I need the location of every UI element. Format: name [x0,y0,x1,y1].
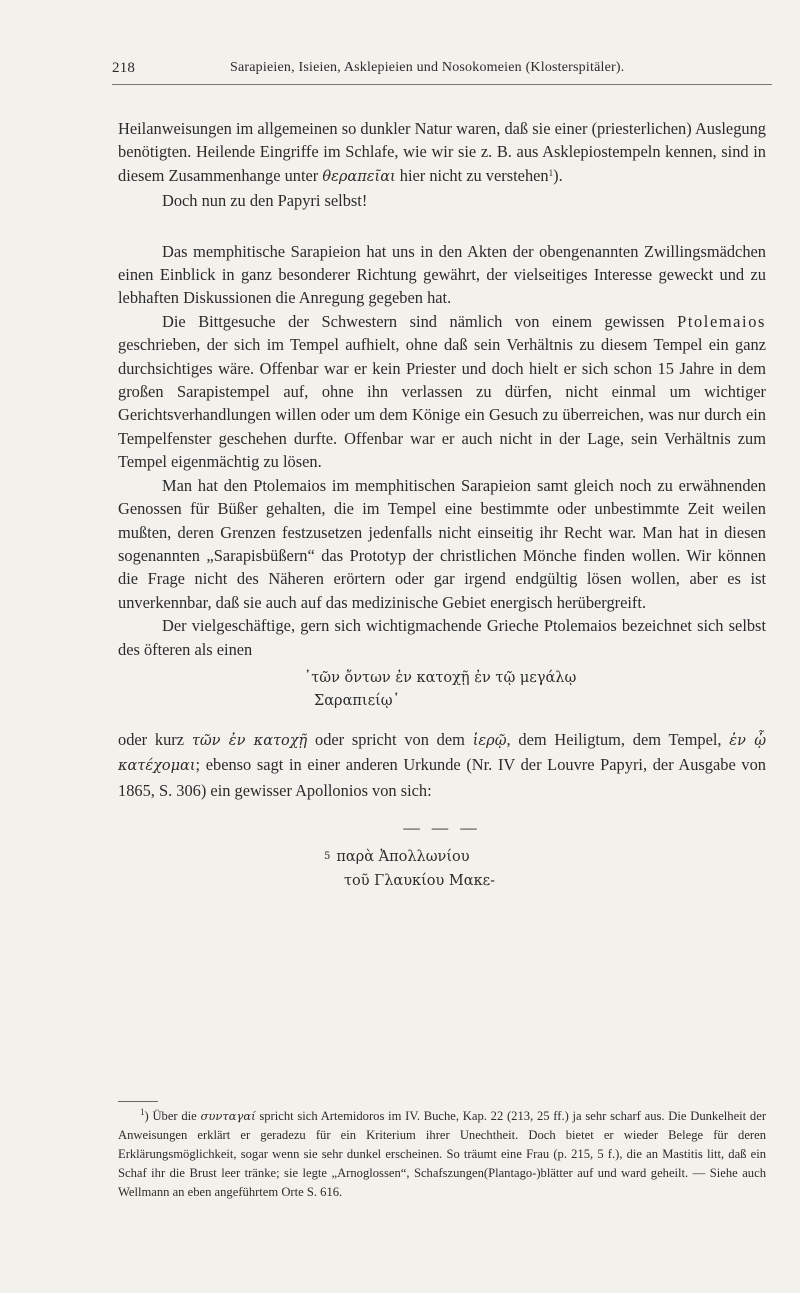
running-head: Sarapieien, Isieien, Asklepieien und Nosokomeien (Klosterspitäler). [230,60,625,75]
greek-term-therapeiai: θεραπεῖαι [322,168,396,185]
greek-term-syntagai: συνταγαί [200,1109,256,1123]
papyrus-citation [118,845,766,893]
paragraph-7-text-a: oder kurz [118,729,192,749]
header-rule [112,84,772,85]
paragraph-4-text-a: Die Bittgesuche der Schwestern sind nämlich von einem gewissen [162,311,678,331]
paragraph-7-text-d: ; ebenso sagt in einer anderen Urkunde (Nr. IV der Louvre Papyri, der Ausgabe von 1865, S. 306) ein gewisser Apollonios von sich: [118,755,766,800]
paragraph-2: Doch nun zu den Papyri selbst! [162,191,368,211]
omission-dashes: — — — [403,817,481,837]
footnote [118,1107,766,1202]
paragraph-1-text-a: Heilanweisungen im allgemeinen so dunkler Natur waren, daß sie einer (priesterlichen) Auslegung benötigten. Heilende Eingriffe im Schlafe, wie wir sie z. B. aus Asklepiostempeln kennen, sind in diesem Zusammenhange unter [118,119,766,185]
paragraph-1 [118,117,766,189]
greek-term-hiero: ἱερῷ [472,732,507,749]
citation-line-2: τοῦ Γλαυκίου Μακε- [344,872,496,889]
paragraph-gap [118,213,766,240]
line-number: 5 [324,851,331,863]
footnote-ref-1[interactable]: 1 [548,167,554,178]
paragraph-3: Das memphitische Sarapieion hat uns in den Akten der obengenannten Zwillingsmädchen einen Einblick in ganz besonderer Richtung gewährt, der vielseitiges Interesse geweckt und zu lebhaften Diskussionen die Anregung gegeben hat. [118,241,766,308]
greek-quotation [118,667,766,714]
footnote-1 [118,1107,766,1202]
footnote-rule [118,1101,158,1102]
paragraph-1-text-c: ). [553,165,563,185]
greek-term-ton-en-katoche: τῶν ἐν κατοχῇ [191,732,308,749]
paragraph-5: Man hat den Ptolemaios im memphitischen Sarapieion samt gleich noch zu erwähnenden Genossen für Büßer gehalten, die im Tempel eine bestimmte oder unbestimmte Zeit weilen mußten, deren Grenzen festzusetzen jedenfalls nicht einseitig ihr Recht war. Man hat in diesen sogenannten „Sarapisbüßern“ das Prototyp der christlichen Mönche finden wollen. Wir können die Frage nicht des Näheren erörtern oder gar irgend endgültig lösen wollen, aber es ist unverkennbar, daß sie auch auf das medizinische Gebiet energisch herübergreift. [118,475,766,612]
footnote-text-a: ) Über die [144,1109,201,1123]
paragraph-7-text-b: oder spricht von dem [307,729,473,749]
paragraph-1-text-b: hier nicht zu verstehen [395,165,549,185]
page-number: 218 [112,60,136,76]
quotation-line-1: ᾿τῶν ὄντων ἐν κατοχῇ ἐν τῷ μεγάλῳ [304,669,577,686]
body-text [118,117,766,893]
greek-term-katechomai: ἐν ᾧ κατέχομαι [118,732,767,775]
citation-line-1 [324,845,766,869]
paragraph-4-text-b: geschrieben, der sich im Tempel aufhielt, ohne daß sein Verhältnis zu diesem Tempel ein ganz durchsichtiges wäre. Offenbar war er kein Priester und doch hielt er sich schon 15 Jahre in dem großen Sarapistempel auf, ohne ihn verlassen zu dürfen, nicht einmal um wichtiger Gerichtsverhandlungen willen oder um dem Könige ein Gesuch zu überreichen, was nur durch ein Tempelfenster geschehen durfte. Offenbar war er auch nicht in der Lage, sein Verhältnis zum Tempel eigenmächtig zu lösen. [118,335,766,472]
paragraph-7-text-c: , dem Heiligtum, dem Tempel, [506,729,730,749]
quotation-line-2: Σαραπιείῳ῾ [314,693,400,710]
footnote-marker: 1 [140,1107,145,1117]
paragraph-7 [118,728,766,802]
footnote-text-b: spricht sich Artemidoros im IV. Buche, Kap. 22 (213, 25 ff.) ja sehr scharf aus. Die Dunkelheit der Anweisungen erklärt er geradezu für ein Kriterium ihrer Unechtheit. Doch bietet er wieder Belege für deren Erklärungsmöglichkeit, sogar wenn sie sehr dunkel erscheinen. So träumt eine Frau (p. 215, 5 f.), die an Mastitis litt, daß ein Schaf ihr die Brust leer tränke; sie legte „Arnoglossen“, Schafszungen(Plantago-)blätter auf und ward geheilt. — Siehe auch Wellmann an eben angeführtem Orte S. 616. [118,1109,767,1199]
paragraph-6: Der vielgeschäftige, gern sich wichtigmachende Grieche Ptolemaios bezeichnet sich selbst des öfteren als einen [118,616,766,659]
name-ptolemaios: Ptolemaios [677,311,766,331]
paragraph-4 [118,310,766,474]
citation-line-1-text: παρὰ Ἀπολλωνίου [336,849,470,866]
